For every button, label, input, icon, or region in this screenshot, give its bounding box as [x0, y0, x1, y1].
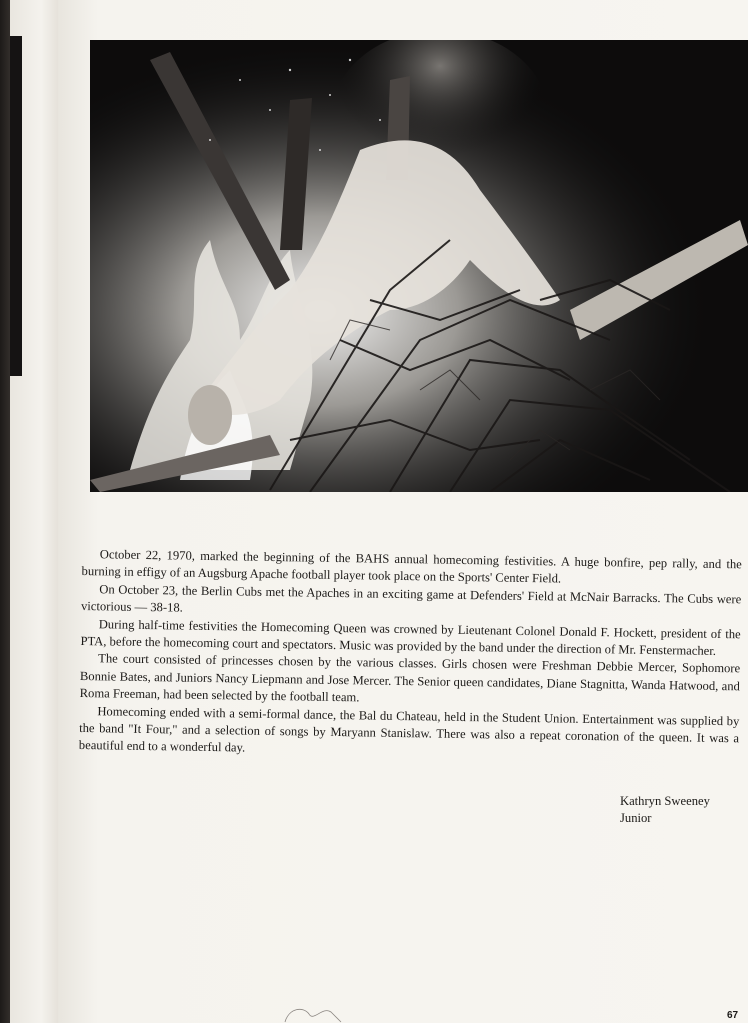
- article-paragraph: October 22, 1970, marked the beginning of the BAHS annual homecoming festivities. A huge bonfire, pep rally, and the burning in effigy of an Augsburg Apache football player took place on the Sports' Center Field.: [81, 547, 742, 586]
- pencil-doodle: [283, 1004, 353, 1023]
- bonfire-photo: [90, 40, 748, 492]
- article-paragraph: The court consisted of princesses chosen by the various classes. Girls chosen were Freshman Debbie Mercer, Sophomore Bonnie Bates, and Juniors Nancy Liepmann and Jose Mercer. The Senior queen candidates, Diane Stagnitta, Wanda Hatwood, and Roma Freeman, had been selected by the football team.: [79, 651, 741, 705]
- author-signature: [620, 793, 710, 828]
- bonfire-photo-illustration: [90, 40, 748, 492]
- page-number: 67: [727, 1010, 739, 1021]
- left-page-photo-sliver: [10, 36, 22, 376]
- author-role: Junior: [620, 811, 652, 826]
- author-name: Kathryn Sweeney: [620, 794, 710, 808]
- article-paragraph: Homecoming ended with a semi-formal dance, the Bal du Chateau, held in the Student Union. Entertainment was supplied by the band "It Four," and a selection of songs by Maryann Stanislaw. There was also a repeat coronation of the queen. It was a beautiful end to a wonderful day.: [78, 703, 740, 756]
- article-paragraph: On October 23, the Berlin Cubs met the Apaches in an exciting game at Defenders' Field at McNair Barracks. The Cubs were victorious — 38-18.: [80, 582, 742, 615]
- article-paragraph: During half-time festivities the Homecoming Queen was crowned by Lieutenant Colonel Donald F. Hockett, president of the PTA, before the homecoming court and spectators. Music was provided by the band under the direction of Mr. Fenstermacher.: [80, 616, 741, 659]
- article-body: [79, 546, 742, 765]
